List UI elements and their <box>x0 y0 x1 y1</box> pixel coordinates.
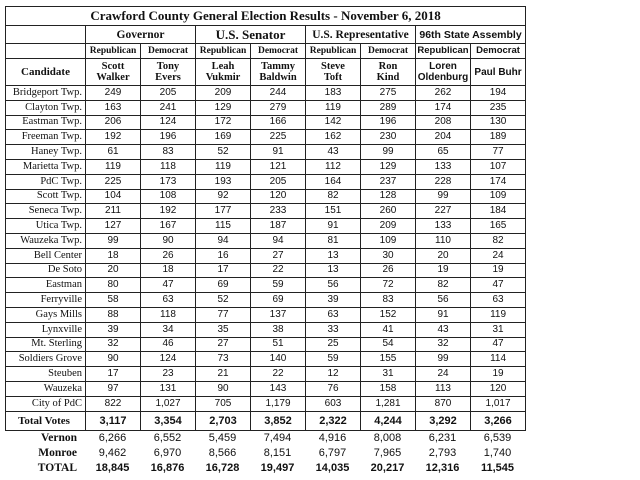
vote-cell: 19 <box>471 367 526 382</box>
vote-cell: 43 <box>306 145 361 160</box>
summary-cell: 12,316 <box>425 462 460 475</box>
total-cell: 2,703 <box>196 411 251 430</box>
vote-cell: 183 <box>306 86 361 101</box>
vote-cell: 52 <box>196 293 251 308</box>
vote-cell: 24 <box>416 367 471 382</box>
vote-cell: 115 <box>196 219 251 234</box>
summary-cell: 16,728 <box>205 462 240 475</box>
vote-cell: 41 <box>361 322 416 337</box>
vote-cell: 56 <box>306 278 361 293</box>
total-cell: 3,117 <box>86 411 141 430</box>
vote-cell: 19 <box>416 263 471 278</box>
summary-cell: 8,151 <box>263 447 292 460</box>
vote-cell: 151 <box>306 204 361 219</box>
vote-cell: 90 <box>141 233 196 248</box>
vote-cell: 12 <box>306 367 361 382</box>
vote-cell: 118 <box>141 307 196 322</box>
vote-cell: 63 <box>471 293 526 308</box>
municipality-name: Soldiers Grove <box>6 352 86 367</box>
municipality-name: Freeman Twp. <box>6 130 86 145</box>
vote-cell: 241 <box>141 100 196 115</box>
party-label: Democrat <box>361 44 416 59</box>
vote-cell: 63 <box>306 307 361 322</box>
vote-cell: 90 <box>86 352 141 367</box>
vote-cell: 192 <box>86 130 141 145</box>
vote-cell: 51 <box>251 337 306 352</box>
table-row <box>6 293 526 308</box>
vote-cell: 25 <box>306 337 361 352</box>
vote-cell: 235 <box>471 100 526 115</box>
vote-cell: 112 <box>306 159 361 174</box>
vote-cell: 54 <box>361 337 416 352</box>
office-row <box>6 26 526 44</box>
table-row <box>6 396 526 411</box>
vote-cell: 32 <box>86 337 141 352</box>
municipality-name: City of PdC <box>6 396 86 411</box>
vote-cell: 83 <box>361 293 416 308</box>
table-row <box>6 278 526 293</box>
vote-cell: 108 <box>141 189 196 204</box>
vote-cell: 26 <box>361 263 416 278</box>
municipality-rows <box>6 86 526 412</box>
vote-cell: 77 <box>471 145 526 160</box>
vote-cell: 165 <box>471 219 526 234</box>
vote-cell: 705 <box>196 396 251 411</box>
office-senator: U.S. Senator <box>196 26 306 44</box>
results-table <box>5 6 526 431</box>
vote-cell: 118 <box>141 159 196 174</box>
vote-cell: 129 <box>196 100 251 115</box>
vote-cell: 169 <box>196 130 251 145</box>
vote-cell: 128 <box>361 189 416 204</box>
summary-cell: 2,793 <box>428 447 457 460</box>
vote-cell: 33 <box>306 322 361 337</box>
vote-cell: 34 <box>141 322 196 337</box>
summary-cell: 20,217 <box>370 462 405 475</box>
vote-cell: 69 <box>196 278 251 293</box>
table-row <box>6 130 526 145</box>
vote-cell: 109 <box>471 189 526 204</box>
vote-cell: 77 <box>196 307 251 322</box>
vote-cell: 65 <box>416 145 471 160</box>
vote-cell: 193 <box>196 174 251 189</box>
table-row <box>6 100 526 115</box>
vote-cell: 228 <box>416 174 471 189</box>
candidate-name: Paul Buhr <box>471 59 526 86</box>
vote-cell: 137 <box>251 307 306 322</box>
vote-cell: 99 <box>86 233 141 248</box>
total-cell: 3,266 <box>471 411 526 430</box>
vote-cell: 121 <box>251 159 306 174</box>
vote-cell: 73 <box>196 352 251 367</box>
total-cell: 4,244 <box>361 411 416 430</box>
vote-cell: 189 <box>471 130 526 145</box>
vote-cell: 209 <box>196 86 251 101</box>
vote-cell: 119 <box>471 307 526 322</box>
vote-cell: 205 <box>141 86 196 101</box>
table-row <box>6 174 526 189</box>
vote-cell: 17 <box>86 367 141 382</box>
vote-cell: 129 <box>361 159 416 174</box>
vote-cell: 59 <box>251 278 306 293</box>
vote-cell: 52 <box>196 145 251 160</box>
vote-cell: 152 <box>361 307 416 322</box>
table-row <box>6 367 526 382</box>
vote-cell: 31 <box>361 367 416 382</box>
vote-cell: 173 <box>141 174 196 189</box>
vote-cell: 603 <box>306 396 361 411</box>
candidate-name: Ron Kind <box>361 59 416 86</box>
party-label: Republican <box>416 44 471 59</box>
vote-cell: 18 <box>86 248 141 263</box>
summary-cell: 6,539 <box>483 432 512 445</box>
vote-cell: 204 <box>416 130 471 145</box>
vote-cell: 91 <box>306 219 361 234</box>
municipality-name: Mt. Sterling <box>6 337 86 352</box>
candidate-name: Tony Evers <box>141 59 196 86</box>
vote-cell: 870 <box>416 396 471 411</box>
candidate-header: Candidate <box>6 59 86 86</box>
table-row <box>6 307 526 322</box>
total-cell: 2,322 <box>306 411 361 430</box>
vote-cell: 47 <box>471 337 526 352</box>
table-row <box>6 248 526 263</box>
vote-cell: 275 <box>361 86 416 101</box>
vote-cell: 167 <box>141 219 196 234</box>
candidate-name: Tammy Baldwin <box>251 59 306 86</box>
vote-cell: 110 <box>416 233 471 248</box>
vote-cell: 187 <box>251 219 306 234</box>
vote-cell: 46 <box>141 337 196 352</box>
municipality-name: Ferryville <box>6 293 86 308</box>
vote-cell: 16 <box>196 248 251 263</box>
vote-cell: 56 <box>416 293 471 308</box>
vote-cell: 163 <box>86 100 141 115</box>
party-label: Democrat <box>141 44 196 59</box>
vote-cell: 23 <box>141 367 196 382</box>
vote-cell: 99 <box>416 352 471 367</box>
municipality-name: Seneca Twp. <box>6 204 86 219</box>
summary-row <box>5 461 525 476</box>
vote-cell: 233 <box>251 204 306 219</box>
vote-cell: 31 <box>471 322 526 337</box>
vote-cell: 91 <box>251 145 306 160</box>
summary-cell: 6,231 <box>428 432 457 445</box>
summary-label: Vernon <box>41 432 77 445</box>
vote-cell: 131 <box>141 381 196 396</box>
vote-cell: 119 <box>86 159 141 174</box>
municipality-name: Wauzeka Twp. <box>6 233 86 248</box>
vote-cell: 822 <box>86 396 141 411</box>
vote-cell: 262 <box>416 86 471 101</box>
vote-cell: 24 <box>471 248 526 263</box>
vote-cell: 166 <box>251 115 306 130</box>
summary-cell: 9,462 <box>98 447 127 460</box>
summary-cell: 7,965 <box>373 447 402 460</box>
municipality-name: Scott Twp. <box>6 189 86 204</box>
total-cell: 3,354 <box>141 411 196 430</box>
vote-cell: 120 <box>251 189 306 204</box>
office-state-assembly: 96th State Assembly <box>416 26 526 44</box>
vote-cell: 124 <box>141 115 196 130</box>
vote-cell: 94 <box>196 233 251 248</box>
vote-cell: 114 <box>471 352 526 367</box>
vote-cell: 249 <box>86 86 141 101</box>
vote-cell: 94 <box>251 233 306 248</box>
vote-cell: 230 <box>361 130 416 145</box>
municipality-name: Eastman Twp. <box>6 115 86 130</box>
party-label: Democrat <box>251 44 306 59</box>
vote-cell: 43 <box>416 322 471 337</box>
vote-cell: 32 <box>416 337 471 352</box>
summary-row <box>5 446 525 461</box>
table-row <box>6 159 526 174</box>
candidate-row <box>6 59 526 86</box>
vote-cell: 174 <box>471 174 526 189</box>
vote-cell: 63 <box>141 293 196 308</box>
vote-cell: 209 <box>361 219 416 234</box>
vote-cell: 279 <box>251 100 306 115</box>
table-row <box>6 322 526 337</box>
municipality-name: Gays Mills <box>6 307 86 322</box>
vote-cell: 127 <box>86 219 141 234</box>
vote-cell: 158 <box>361 381 416 396</box>
vote-cell: 104 <box>86 189 141 204</box>
results-document <box>5 6 525 476</box>
vote-cell: 1,179 <box>251 396 306 411</box>
vote-cell: 30 <box>361 248 416 263</box>
municipality-name: Clayton Twp. <box>6 100 86 115</box>
vote-cell: 72 <box>361 278 416 293</box>
municipality-name: Steuben <box>6 367 86 382</box>
vote-cell: 92 <box>196 189 251 204</box>
vote-cell: 1,281 <box>361 396 416 411</box>
vote-cell: 174 <box>416 100 471 115</box>
vote-cell: 83 <box>141 145 196 160</box>
party-corner-cell <box>6 44 86 59</box>
vote-cell: 177 <box>196 204 251 219</box>
summary-cell: 8,566 <box>208 447 237 460</box>
vote-cell: 109 <box>361 233 416 248</box>
candidate-name: Steve Toft <box>306 59 361 86</box>
municipality-name: Bridgeport Twp. <box>6 86 86 101</box>
summary-cell: 4,916 <box>318 432 347 445</box>
vote-cell: 130 <box>471 115 526 130</box>
vote-cell: 194 <box>471 86 526 101</box>
vote-cell: 172 <box>196 115 251 130</box>
vote-cell: 205 <box>251 174 306 189</box>
candidate-name: Scott Walker <box>86 59 141 86</box>
summary-cell: 6,970 <box>153 447 182 460</box>
vote-cell: 47 <box>141 278 196 293</box>
summary-row <box>5 431 525 446</box>
party-label: Republican <box>306 44 361 59</box>
vote-cell: 39 <box>306 293 361 308</box>
table-row <box>6 204 526 219</box>
vote-cell: 61 <box>86 145 141 160</box>
municipality-name: Marietta Twp. <box>6 159 86 174</box>
county-totals-table <box>5 431 525 476</box>
corner-cell <box>6 26 86 44</box>
vote-cell: 119 <box>196 159 251 174</box>
vote-cell: 69 <box>251 293 306 308</box>
vote-cell: 289 <box>361 100 416 115</box>
vote-cell: 82 <box>471 233 526 248</box>
summary-cell: 19,497 <box>260 462 295 475</box>
vote-cell: 18 <box>141 263 196 278</box>
vote-cell: 260 <box>361 204 416 219</box>
summary-label: TOTAL <box>37 462 77 475</box>
vote-cell: 35 <box>196 322 251 337</box>
vote-cell: 81 <box>306 233 361 248</box>
office-representative: U.S. Representative <box>306 26 416 44</box>
summary-cell: 7,494 <box>263 432 292 445</box>
candidate-name: Loren Oldenburg <box>416 59 471 86</box>
vote-cell: 22 <box>251 367 306 382</box>
summary-label: Monroe <box>38 447 77 460</box>
vote-cell: 99 <box>416 189 471 204</box>
vote-cell: 19 <box>471 263 526 278</box>
vote-cell: 143 <box>251 381 306 396</box>
table-row <box>6 337 526 352</box>
table-row <box>6 189 526 204</box>
vote-cell: 1,017 <box>471 396 526 411</box>
vote-cell: 244 <box>251 86 306 101</box>
municipality-name: PdC Twp. <box>6 174 86 189</box>
vote-cell: 164 <box>306 174 361 189</box>
vote-cell: 206 <box>86 115 141 130</box>
summary-cell: 6,797 <box>318 447 347 460</box>
vote-cell: 20 <box>86 263 141 278</box>
vote-cell: 196 <box>361 115 416 130</box>
table-row <box>6 219 526 234</box>
vote-cell: 227 <box>416 204 471 219</box>
party-label: Republican <box>196 44 251 59</box>
vote-cell: 99 <box>361 145 416 160</box>
municipality-name: Lynxville <box>6 322 86 337</box>
vote-cell: 162 <box>306 130 361 145</box>
vote-cell: 140 <box>251 352 306 367</box>
summary-cell: 16,876 <box>150 462 185 475</box>
vote-cell: 211 <box>86 204 141 219</box>
vote-cell: 124 <box>141 352 196 367</box>
vote-cell: 1,027 <box>141 396 196 411</box>
party-label: Republican <box>86 44 141 59</box>
table-row <box>6 263 526 278</box>
municipality-name: Haney Twp. <box>6 145 86 160</box>
table-row <box>6 381 526 396</box>
vote-cell: 113 <box>416 381 471 396</box>
vote-cell: 196 <box>141 130 196 145</box>
vote-cell: 47 <box>471 278 526 293</box>
total-votes-row <box>6 411 526 430</box>
vote-cell: 27 <box>196 337 251 352</box>
vote-cell: 237 <box>361 174 416 189</box>
vote-cell: 155 <box>361 352 416 367</box>
vote-cell: 225 <box>86 174 141 189</box>
vote-cell: 133 <box>416 159 471 174</box>
total-cell: 3,292 <box>416 411 471 430</box>
vote-cell: 97 <box>86 381 141 396</box>
vote-cell: 58 <box>86 293 141 308</box>
municipality-name: Wauzeka <box>6 381 86 396</box>
vote-cell: 26 <box>141 248 196 263</box>
vote-cell: 90 <box>196 381 251 396</box>
party-label: Democrat <box>471 44 526 59</box>
vote-cell: 17 <box>196 263 251 278</box>
table-row <box>6 86 526 101</box>
vote-cell: 21 <box>196 367 251 382</box>
vote-cell: 22 <box>251 263 306 278</box>
table-row <box>6 352 526 367</box>
vote-cell: 76 <box>306 381 361 396</box>
party-row <box>6 44 526 59</box>
summary-cell: 8,008 <box>373 432 402 445</box>
table-row <box>6 115 526 130</box>
office-governor: Governor <box>86 26 196 44</box>
summary-cell: 6,266 <box>98 432 127 445</box>
municipality-name: Bell Center <box>6 248 86 263</box>
vote-cell: 91 <box>416 307 471 322</box>
summary-cell: 1,740 <box>483 447 512 460</box>
vote-cell: 208 <box>416 115 471 130</box>
municipality-name: Utica Twp. <box>6 219 86 234</box>
vote-cell: 225 <box>251 130 306 145</box>
vote-cell: 142 <box>306 115 361 130</box>
municipality-name: De Soto <box>6 263 86 278</box>
summary-cell: 11,545 <box>480 462 515 475</box>
summary-cell: 14,035 <box>315 462 350 475</box>
table-row <box>6 145 526 160</box>
vote-cell: 38 <box>251 322 306 337</box>
vote-cell: 13 <box>306 248 361 263</box>
vote-cell: 80 <box>86 278 141 293</box>
vote-cell: 82 <box>416 278 471 293</box>
municipality-name: Eastman <box>6 278 86 293</box>
total-votes-label: Total Votes <box>6 411 86 430</box>
vote-cell: 27 <box>251 248 306 263</box>
vote-cell: 59 <box>306 352 361 367</box>
vote-cell: 120 <box>471 381 526 396</box>
summary-cell: 6,552 <box>153 432 182 445</box>
candidate-name: Leah Vukmir <box>196 59 251 86</box>
vote-cell: 82 <box>306 189 361 204</box>
vote-cell: 184 <box>471 204 526 219</box>
vote-cell: 13 <box>306 263 361 278</box>
vote-cell: 192 <box>141 204 196 219</box>
vote-cell: 39 <box>86 322 141 337</box>
total-cell: 3,852 <box>251 411 306 430</box>
vote-cell: 119 <box>306 100 361 115</box>
vote-cell: 20 <box>416 248 471 263</box>
summary-cell: 5,459 <box>208 432 237 445</box>
summary-cell: 18,845 <box>95 462 130 475</box>
vote-cell: 88 <box>86 307 141 322</box>
table-title: Crawford County General Election Results - November 6, 2018 <box>6 7 526 26</box>
vote-cell: 133 <box>416 219 471 234</box>
table-row <box>6 233 526 248</box>
vote-cell: 107 <box>471 159 526 174</box>
